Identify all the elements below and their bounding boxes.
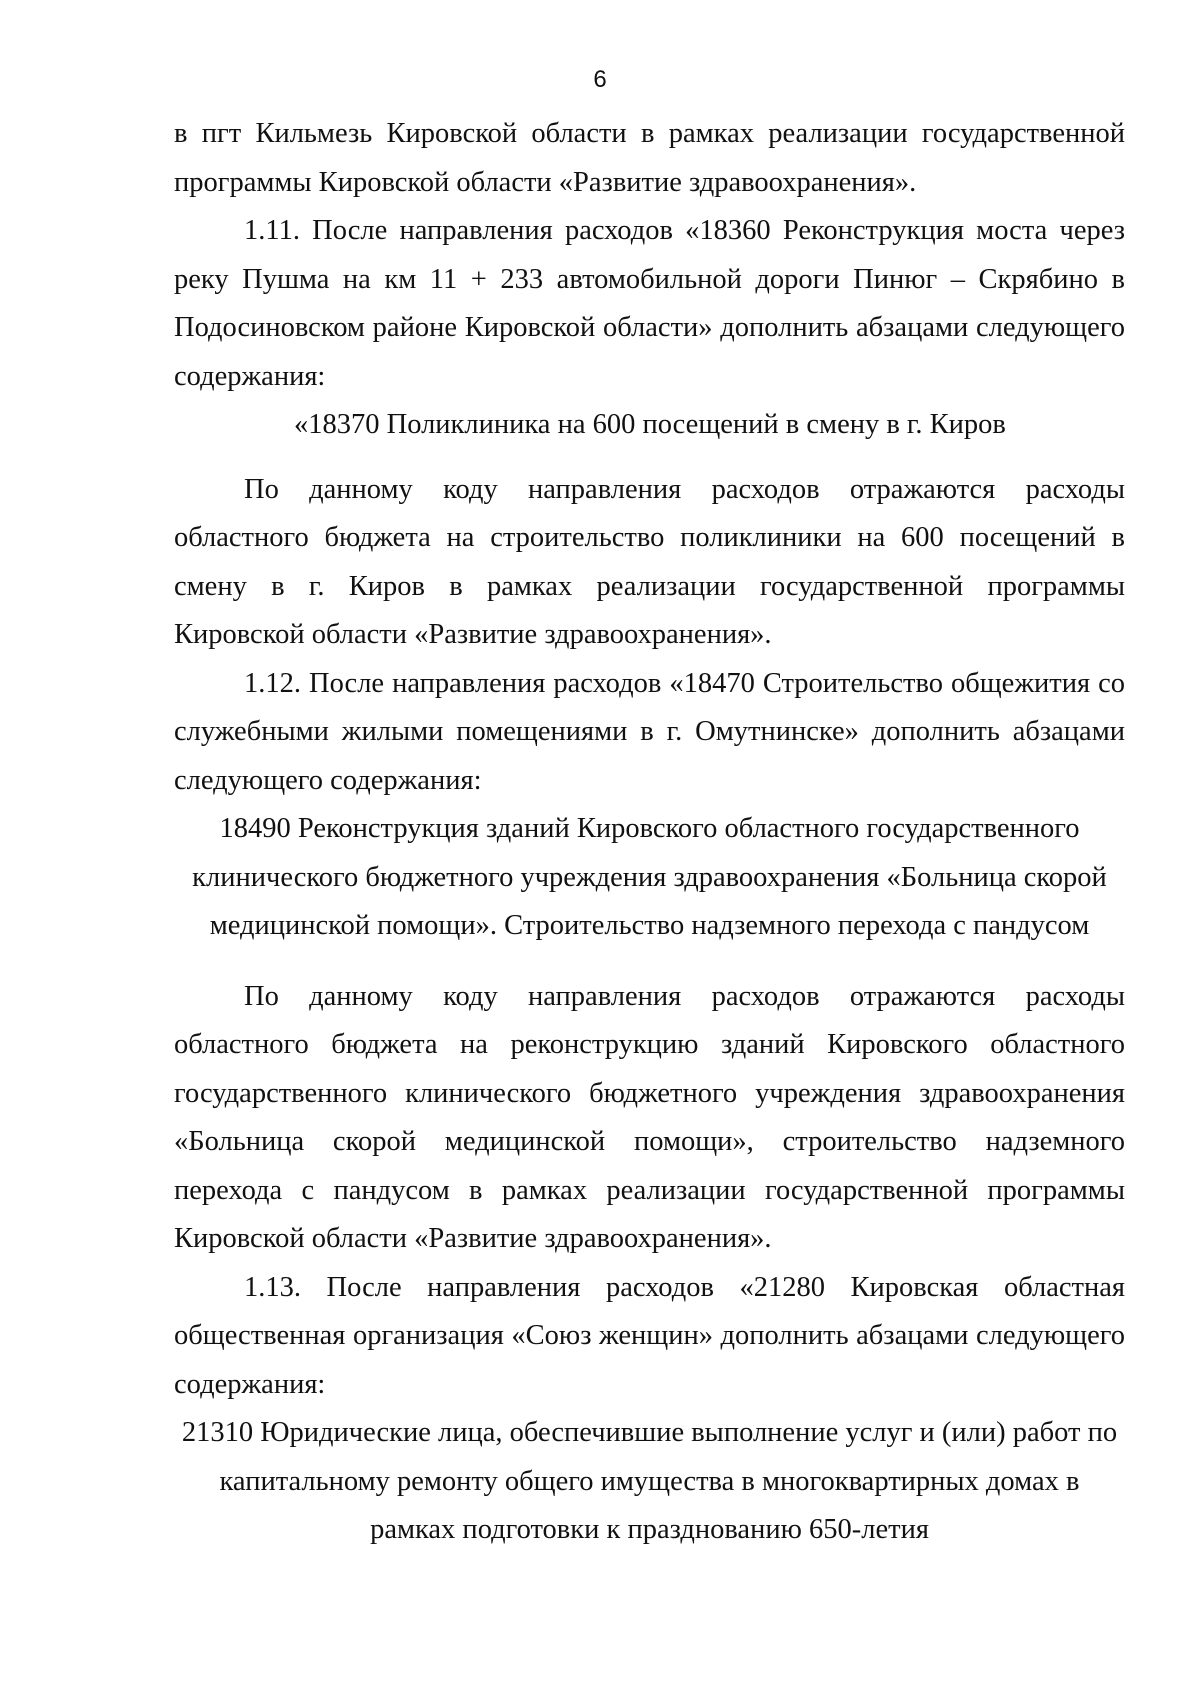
paragraph-18370-description: По данному коду направления расходов отражаются расходы областного бюджета на строительство поликлиники на 600 посещений в смену в г. Киров в рамках реализации государственной программы Кировской области «Развитие здравоохранения». <box>174 473 1125 650</box>
paragraph-1-12: 1.12. После направления расходов «18470 Строительство общежития со служебными жилыми помещениями в г. Омутнинске» дополнить абзацами следующего содержания: <box>174 667 1125 796</box>
page-number: 6 <box>593 66 607 93</box>
expense-heading-21310: 21310 Юридические лица, обеспечившие выполнение услуг и (или) работ по капитальному ремонту общего имущества в многоквартирных домах в рамках подготовки к празднованию 650-летия <box>181 1417 1118 1545</box>
paragraph-1-13: 1.13. После направления расходов «21280 Кировская областная общественная организация «Союз женщин» дополнить абзацами следующего содержания: <box>174 1271 1125 1400</box>
paragraph-continuation: в пгт Кильмезь Кировской области в рамках реализации государственной программы Кировской области «Развитие здравоохранения». <box>174 118 1125 198</box>
document-body <box>174 110 1125 1555</box>
expense-heading-18370: «18370 Поликлиника на 600 посещений в смену в г. Киров <box>294 409 1006 440</box>
paragraph-18490-description: По данному коду направления расходов отражаются расходы областного бюджета на реконструкцию зданий Кировского областного государственного клинического бюджетного учреждения здравоохранения «Больница скорой медицинской помощи», строительство надземного перехода с пандусом в рамках реализации государственной программы Кировской области «Развитие здравоохранения». <box>174 980 1125 1254</box>
paragraph-1-11: 1.11. После направления расходов «18360 Реконструкция моста через реку Пушма на км 11 + 233 автомобильной дороги Пинюг – Скрябино в Подосиновском районе Кировской области» дополнить абзацами следующего содержания: <box>174 215 1125 392</box>
expense-heading-18490: 18490 Реконструкция зданий Кировского областного государственного клинического бюджетного учреждения здравоохранения «Больница скорой медицинской помощи». Строительство надземного перехода с пандусом <box>192 813 1107 941</box>
